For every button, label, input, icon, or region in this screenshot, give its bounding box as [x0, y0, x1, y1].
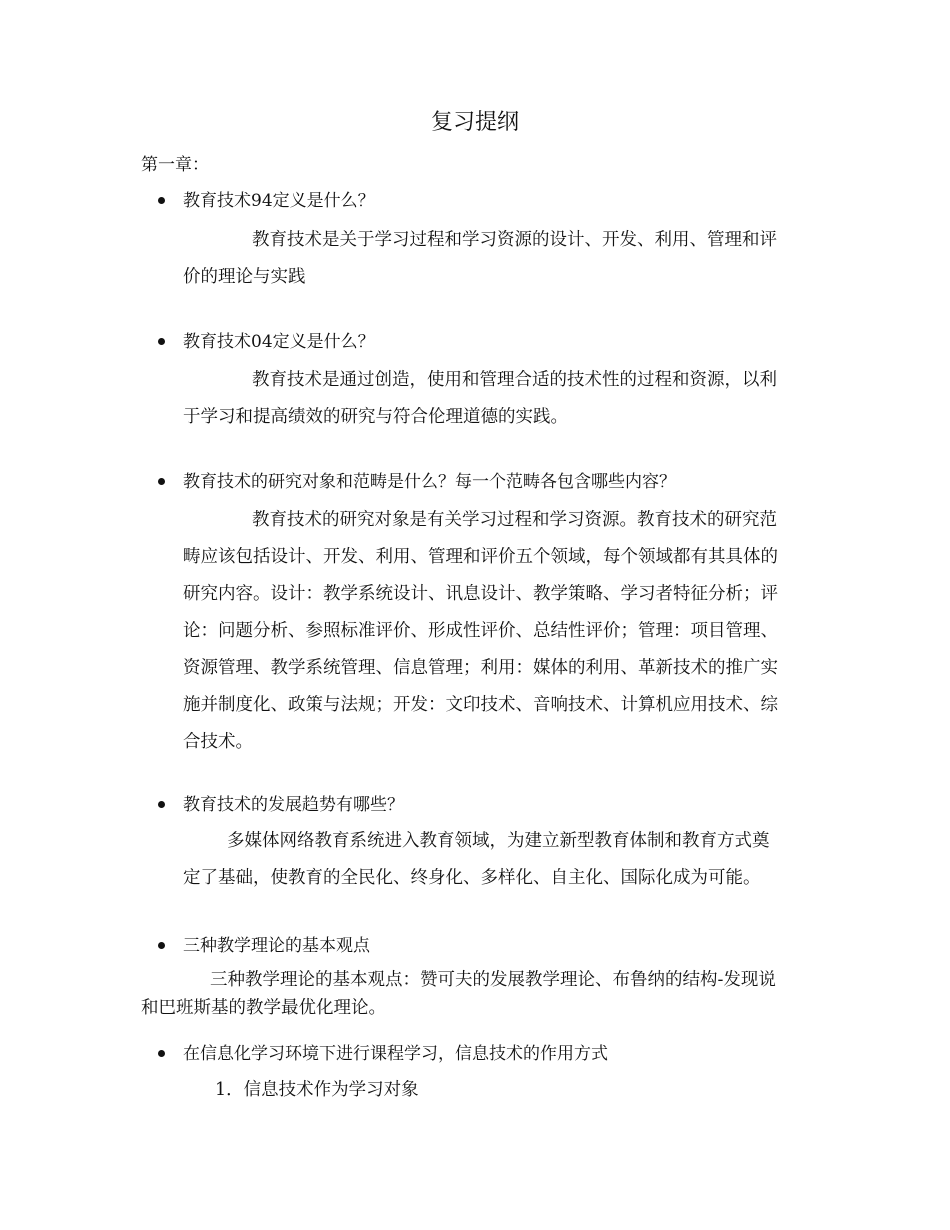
answer-line: 和巴班斯基的教学最优化理论。: [141, 998, 386, 1018]
answer-line: 论：问题分析、参照标准评价、形成性评价、总结性评价；管理：项目管理、: [183, 621, 778, 641]
answer-three-theories: [141, 966, 776, 1022]
question-text: 教育技术的发展趋势有哪些？: [183, 795, 404, 815]
answer-line: 教育技术是关于学习过程和学习资源的设计、开发、利用、管理和评: [252, 230, 777, 250]
answer-line: 研究内容。设计：教学系统设计、讯息设计、教学策略、学习者特征分析；评: [183, 584, 778, 604]
question-research-scope: [183, 469, 676, 495]
answer-line: 教育技术是通过创造，使用和管理合适的技术性的过程和资源，以利: [252, 370, 777, 390]
bullet-icon: [158, 197, 165, 204]
answer-line: 教育技术的研究对象是有关学习过程和学习资源。教育技术的研究范: [252, 510, 777, 530]
bullet-icon: [158, 478, 165, 485]
answer-line: 施并制度化、政策与法规；开发：文印技术、音响技术、计算机应用技术、综: [183, 695, 778, 715]
question-text: 教育技术04定义是什么？: [183, 332, 375, 352]
question-it-role: [183, 1041, 608, 1067]
document-title: 复习提纲: [430, 110, 519, 135]
answer-research-scope: [183, 502, 778, 761]
answer-line: 多媒体网络教育系统进入教育领域，为建立新型教育体制和教育方式奠: [227, 831, 770, 851]
question-development-trends: [183, 792, 404, 818]
question-94-definition: [183, 188, 375, 214]
answer-line: 三种教学理论的基本观点：赞可夫的发展教学理论、布鲁纳的结构-发现说: [210, 970, 776, 990]
answer-line: 畴应该包括设计、开发、利用、管理和评价五个领域，每个领域都有其具体的: [183, 547, 778, 567]
question-04-definition: [183, 329, 375, 355]
answer-94-definition: [183, 222, 777, 296]
answer-it-role: [215, 1076, 419, 1104]
answer-development-trends: [183, 823, 770, 897]
question-three-theories: [183, 933, 370, 959]
question-text: 在信息化学习环境下进行课程学习，信息技术的作用方式: [183, 1044, 608, 1064]
answer-line: 资源管理、教学系统管理、信息管理；利用：媒体的利用、革新技术的推广实: [183, 658, 778, 678]
bullet-icon: [158, 942, 165, 949]
answer-line: 合技术。: [183, 732, 253, 752]
bullet-icon: [158, 801, 165, 808]
bullet-icon: [158, 1050, 165, 1057]
bullet-icon: [158, 338, 165, 345]
chapter-heading: 第一章：: [141, 155, 209, 175]
question-text: 教育技术的研究对象和范畴是什么？每一个范畴各包含哪些内容？: [183, 472, 676, 492]
question-text: 教育技术94定义是什么？: [183, 191, 375, 211]
answer-line: 定了基础，使教育的全民化、终身化、多样化、自主化、国际化成为可能。: [183, 868, 761, 888]
answer-line: 价的理论与实践: [183, 267, 306, 287]
answer-04-definition: [183, 362, 777, 436]
answer-line: 1．信息技术作为学习对象: [215, 1080, 419, 1100]
question-text: 三种教学理论的基本观点: [183, 936, 370, 956]
answer-line: 于学习和提高绩效的研究与符合伦理道德的实践。: [183, 407, 568, 427]
